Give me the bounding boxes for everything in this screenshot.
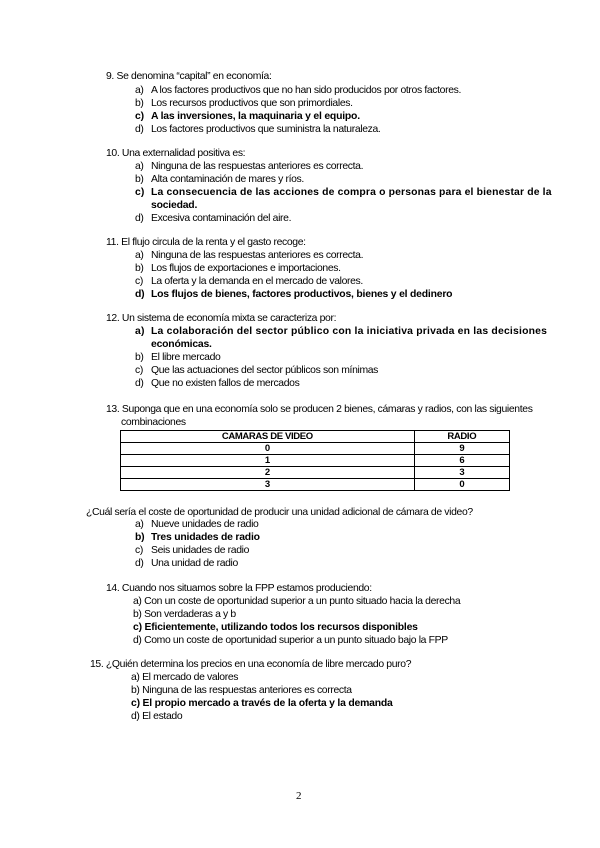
table-cell: 6 <box>414 455 509 467</box>
table-cell: 9 <box>414 443 509 455</box>
option-text: Que no existen fallos de mercados <box>151 378 300 389</box>
table-cell: 1 <box>121 455 415 467</box>
q15-option-b: b) Ninguna de las respuestas anteriores es correcta <box>131 685 352 696</box>
table-cell: 2 <box>121 467 415 479</box>
q10-option-c-continuation: sociedad. <box>151 200 198 211</box>
q11-option-b <box>135 262 341 275</box>
table-row <box>121 443 510 455</box>
option-text: Excesiva contaminación del aire. <box>151 213 292 224</box>
q9-option-c-correct <box>135 110 360 123</box>
q10-option-a <box>135 160 363 173</box>
option-label: a) <box>135 326 145 337</box>
option-label: d) <box>135 213 144 224</box>
q9-option-b <box>135 97 353 110</box>
q11-stem: 11. El flujo circula de la renta y el gasto recoge: <box>106 237 306 248</box>
q14-option-b: b) Son verdaderas a y b <box>133 609 236 620</box>
option-text: La colaboración del sector público con la iniciativa privada en las decisiones <box>151 326 548 337</box>
q13-stem: 13. Suponga que en una economía solo se producen 2 bienes, cámaras y radios, con las siguientes <box>106 404 533 415</box>
option-label: a) <box>135 85 144 96</box>
q13-option-b-correct <box>135 531 260 544</box>
q13-option-d <box>135 557 238 570</box>
q12-stem: 12. Un sistema de economía mixta se caracteriza por: <box>106 313 337 324</box>
table-row <box>121 467 510 479</box>
option-text: Los flujos de bienes, factores productivos, bienes y el dedinero <box>151 289 453 300</box>
production-combinations-table <box>120 430 510 491</box>
option-label: b) <box>135 352 144 363</box>
q9-stem: 9. Se denomina “capital” en economía: <box>106 71 272 82</box>
option-text: A las inversiones, la maquinaria y el equipo. <box>151 111 360 122</box>
option-label: d) <box>135 289 145 300</box>
q10-option-c-correct <box>135 186 552 199</box>
q14-option-c-correct: c) Eficientemente, utilizando todos los recursos disponibles <box>133 622 418 633</box>
option-text: La consecuencia de las acciones de compra o personas para el bienestar de la <box>151 187 552 198</box>
q10-stem: 10. Una externalidad positiva es: <box>106 148 246 159</box>
table-cell: 3 <box>414 467 509 479</box>
option-label: c) <box>135 276 143 287</box>
page-number: 2 <box>296 790 302 802</box>
option-label: b) <box>135 263 144 274</box>
option-label: a) <box>135 161 144 172</box>
option-label: c) <box>135 545 143 556</box>
option-text: Alta contaminación de mares y ríos. <box>151 174 304 185</box>
option-label: b) <box>135 98 144 109</box>
option-label: d) <box>135 558 144 569</box>
option-label: c) <box>135 187 145 198</box>
option-label: a) <box>135 519 144 530</box>
q14-stem: 14. Cuando nos situamos sobre la FPP estamos produciendo: <box>106 583 372 594</box>
table-header-radio: RADIO <box>414 431 509 443</box>
q12-option-a-correct <box>135 325 547 338</box>
q15-stem: 15. ¿Quién determina los precios en una economía de libre mercado puro? <box>90 659 412 670</box>
option-label: d) <box>135 124 144 135</box>
q15-option-a: a) El mercado de valores <box>131 672 239 683</box>
q12-option-b <box>135 351 220 364</box>
option-label: c) <box>135 111 144 122</box>
q12-option-a-continuation: económicas. <box>151 339 212 350</box>
q14-option-a: a) Con un coste de oportunidad superior a un punto situado hacia la derecha <box>133 596 461 607</box>
option-text: Tres unidades de radio <box>151 532 260 543</box>
table-row <box>121 479 510 491</box>
option-label: b) <box>135 174 144 185</box>
option-text: El libre mercado <box>151 352 221 363</box>
option-text: Que las actuaciones del sector públicos son mínimas <box>151 365 379 376</box>
table-cell: 0 <box>414 479 509 491</box>
option-text: Una unidad de radio <box>151 558 238 569</box>
table-cell: 0 <box>121 443 415 455</box>
q9-option-a <box>135 84 461 97</box>
option-text: Nueve unidades de radio <box>151 519 259 530</box>
q10-option-d <box>135 212 291 225</box>
option-text: Ninguna de las respuestas anteriores es correcta. <box>151 250 364 261</box>
option-label: c) <box>135 365 143 376</box>
q11-option-d-correct <box>135 288 452 301</box>
q14-option-d: d) Como un coste de oportunidad superior a un punto situado bajo la FPP <box>133 635 448 646</box>
option-label: d) <box>135 378 144 389</box>
option-text: Seis unidades de radio <box>151 545 250 556</box>
option-label: a) <box>135 250 144 261</box>
q13-option-a <box>135 518 259 531</box>
table-cell: 3 <box>121 479 415 491</box>
q11-option-a <box>135 249 363 262</box>
q15-option-c-correct: c) El propio mercado a través de la oferta y la demanda <box>131 698 393 709</box>
q12-option-c <box>135 364 378 377</box>
option-text: La oferta y la demanda en el mercado de valores. <box>151 276 363 287</box>
q13-question: ¿Cuál sería el coste de oportunidad de producir una unidad adicional de cámara de video? <box>86 507 473 518</box>
q10-option-b <box>135 173 304 186</box>
option-text: A los factores productivos que no han sido producidos por otros factores. <box>151 85 462 96</box>
option-label: b) <box>135 532 145 543</box>
table-row <box>121 455 510 467</box>
table-header-cameras: CAMARAS DE VIDEO <box>121 431 415 443</box>
q13-stem-continuation: combinaciones <box>121 417 186 428</box>
option-text: Los factores productivos que suministra la naturaleza. <box>151 124 381 135</box>
q13-option-c <box>135 544 249 557</box>
table-header-row <box>121 431 510 443</box>
q12-option-d <box>135 377 299 390</box>
option-text: Los recursos productivos que son primordiales. <box>151 98 353 109</box>
option-text: Los flujos de exportaciones e importaciones. <box>151 263 341 274</box>
option-text: Ninguna de las respuestas anteriores es correcta. <box>151 161 364 172</box>
q11-option-c <box>135 275 363 288</box>
q15-option-d: d) El estado <box>131 711 183 722</box>
q9-option-d <box>135 123 380 136</box>
